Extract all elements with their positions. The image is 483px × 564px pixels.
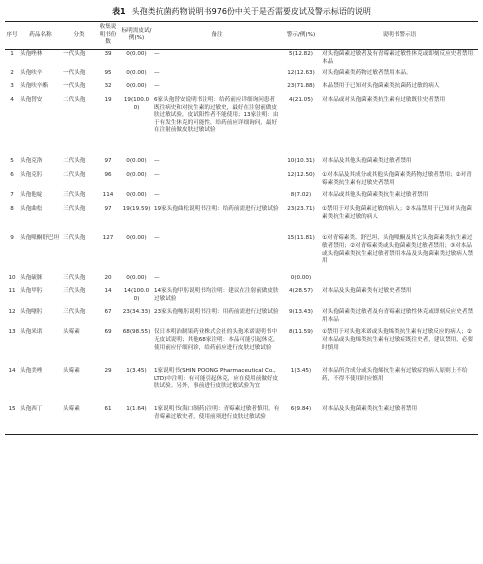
cell-no: 13 <box>8 329 16 336</box>
cell-drug-name: 头孢美唑 <box>20 367 43 374</box>
cell-count: 96 <box>104 171 112 178</box>
cell-count: 20 <box>104 274 112 281</box>
table-row <box>5 405 478 435</box>
cell-warning-text: 对本品所含成分或头孢烯抗生素有过敏症的病人原则上不给药，不得不使用时应慎用 <box>322 367 468 382</box>
cell-skin-test: 0(0.00) <box>126 192 147 199</box>
cell-no: 12 <box>8 308 16 315</box>
cell-remark: 1家说明书(海口制药)注明：青霉素过敏者慎用。有青霉素过敏史者，使用前须进行皮肤过敏试验 <box>154 406 280 421</box>
cell-warning: 5(12.82) <box>289 51 313 58</box>
table-row <box>5 234 478 274</box>
cell-count: 97 <box>104 158 112 165</box>
cell-skin-test: 23(34.33) <box>122 308 151 315</box>
cell-skin-test: 0(0.00) <box>126 235 147 242</box>
cell-count: 29 <box>104 367 112 374</box>
cell-remark: 19家头孢曲松说明书注明：给药前需进行过敏试验 <box>154 205 279 212</box>
cell-class: 一代头孢 <box>63 51 86 58</box>
cell-no: 3 <box>10 83 14 90</box>
cell-drug-name: 头孢哌酮舒巴坦 <box>20 235 60 242</box>
cell-class: 二代头孢 <box>63 96 86 103</box>
drug-label-table <box>5 21 478 435</box>
cell-warning: 10(10.31) <box>287 158 315 165</box>
cell-class: 二代头孢 <box>63 158 86 165</box>
header-class: 分类 <box>73 31 85 38</box>
cell-no: 5 <box>10 158 14 165</box>
cell-warning: 9(13.43) <box>289 308 313 315</box>
cell-warning-text: 本品禁用于已知对头孢菌素类抗菌药过敏的病人 <box>322 83 440 90</box>
header-warning: 警示/例(%) <box>286 31 316 38</box>
cell-remark: 23家头孢噻肟说明书注明：用药前需进行过敏试验 <box>154 308 279 315</box>
cell-class: 三代头孢 <box>63 205 86 212</box>
table-row <box>5 95 478 157</box>
cell-skin-test: 0(0.00) <box>126 69 147 76</box>
cell-remark: — <box>154 69 160 76</box>
cell-count: 114 <box>102 192 114 199</box>
cell-warning-text: 对本品及头孢菌素类有过敏史者禁用 <box>322 288 412 295</box>
cell-count: 32 <box>104 83 112 90</box>
header-skin-test: 标明需皮试/例(%) <box>121 27 152 42</box>
cell-drug-name: 头孢克洛 <box>20 158 43 165</box>
cell-warning-text: ①对本品及其成分或其他头孢菌素类药物过敏者禁用；②对青霉素类抗生素有过敏史者禁用 <box>322 171 472 186</box>
cell-remark: — <box>154 235 160 242</box>
cell-drug-name: 头孢呋辛 <box>20 69 43 76</box>
cell-drug-name: 头孢甲肟 <box>20 288 43 295</box>
cell-warning: 6(9.84) <box>290 406 312 413</box>
table-row <box>5 170 478 191</box>
cell-count: 39 <box>104 51 112 58</box>
table-row <box>5 366 478 405</box>
header-count: 收集说明书份数 <box>99 24 117 46</box>
cell-class: 头霉素 <box>63 406 80 413</box>
cell-warning: 8(7.02) <box>290 192 312 199</box>
cell-warning: 8(11.59) <box>289 329 313 336</box>
cell-class: 二代头孢 <box>63 171 86 178</box>
cell-warning-text: 对本品或对头孢菌素类抗生素有过敏既往史者禁用 <box>322 96 446 103</box>
cell-remark: — <box>154 158 160 165</box>
cell-warning-text: 对本品或其他头孢菌素类抗生素过敏者禁用 <box>322 192 429 199</box>
cell-no: 2 <box>10 69 14 76</box>
cell-skin-test: 19(19.59) <box>122 205 151 212</box>
table-row <box>5 273 478 287</box>
cell-skin-test: 68(98.55) <box>122 329 151 336</box>
cell-drug-name: 头孢西丁 <box>20 406 43 413</box>
cell-no: 8 <box>10 205 14 212</box>
cell-no: 1 <box>10 51 14 58</box>
cell-skin-test: 1(1.64) <box>126 406 147 413</box>
cell-drug-name: 头孢呋辛酯 <box>20 83 48 90</box>
cell-remark: — <box>154 51 160 58</box>
cell-warning: 0(0.00) <box>290 274 312 281</box>
table-row <box>5 68 478 82</box>
cell-no: 7 <box>10 192 14 199</box>
cell-class: 三代头孢 <box>63 235 86 242</box>
cell-no: 9 <box>10 235 14 242</box>
cell-no: 10 <box>8 274 16 281</box>
cell-drug-name: 头孢噻肟 <box>20 308 43 315</box>
cell-skin-test: 14(100.00) <box>123 288 150 303</box>
header-warning-text: 说明书警示语 <box>382 31 417 38</box>
table-caption <box>5 6 478 18</box>
table-row <box>5 204 478 234</box>
cell-no: 11 <box>8 288 16 295</box>
cell-count: 14 <box>104 288 112 295</box>
cell-remark: 6家头孢替安说明书注明：给药前应详细询问患者既往病史和对抗生素的过敏史，最好在注射前做皮肤过敏试验，皮试阳性者不能使用；13家注明：由于有发生休克的可能性，给药前应详细询问，最好在注射前做皮肤过敏试验 <box>154 96 279 134</box>
header-drug-name: 药品名称 <box>29 31 52 38</box>
cell-class: 三代头孢 <box>63 308 86 315</box>
cell-drug-name: 头孢曲松 <box>20 205 43 212</box>
cell-warning-text: 对本品及头孢菌素类抗生素过敏者禁用 <box>322 406 418 413</box>
table-row <box>5 157 478 171</box>
cell-class: 三代头孢 <box>63 288 86 295</box>
cell-skin-test: 0(0.00) <box>126 83 147 90</box>
cell-remark: — <box>154 83 160 90</box>
table-row <box>5 82 478 96</box>
cell-class: 头霉素 <box>63 329 80 336</box>
cell-no: 6 <box>10 171 14 178</box>
cell-remark: 仅日本明治制果药业株式会社的头孢米诺说明书中无皮试说明；其他68家注明：本品可能引起休克，使用前应仔细问诊，给药前应进行皮肤过敏试验 <box>154 329 279 351</box>
cell-skin-test: 19(100.00) <box>123 96 150 111</box>
cell-drug-name: 头孢替安 <box>20 96 43 103</box>
cell-skin-test: 1(3.45) <box>126 367 147 374</box>
cell-class: 一代头孢 <box>63 83 86 90</box>
table-header-row <box>5 22 478 50</box>
cell-count: 95 <box>104 69 112 76</box>
cell-warning-text: 对头孢菌素类过敏者及有青霉素过敏性休克或即刻反应史者禁用本品 <box>322 308 474 323</box>
table-row <box>5 328 478 367</box>
table-row <box>5 307 478 328</box>
cell-count: 69 <box>104 329 112 336</box>
cell-warning-text: ①禁用于对头孢米诺或头孢烯类抗生素有过敏反应的病人；②对本品或头孢烯类抗生素有过敏症既往史者，建议禁用，必要时慎用 <box>322 329 474 351</box>
cell-class: 一代头孢 <box>63 69 86 76</box>
header-no: 序号 <box>6 31 18 38</box>
table-number: 表1 <box>112 7 126 16</box>
cell-drug-name: 头孢克肟 <box>20 171 43 178</box>
cell-remark: — <box>154 192 160 199</box>
cell-skin-test: 0(0.00) <box>126 171 147 178</box>
cell-warning-text: ①禁用于对头孢菌素过敏的病人；②本品禁用于已知对头孢菌素类抗生素过敏的病人 <box>322 205 472 220</box>
cell-remark: — <box>154 274 160 281</box>
cell-warning-text: 对本品及其他头孢菌素类过敏者禁用 <box>322 158 412 165</box>
cell-warning: 15(11.81) <box>287 235 315 242</box>
table-body <box>5 49 478 435</box>
cell-no: 14 <box>8 367 16 374</box>
table-row <box>5 191 478 205</box>
cell-class: 三代头孢 <box>63 274 86 281</box>
cell-drug-name: 头孢米诺 <box>20 329 43 336</box>
cell-drug-name: 头孢他啶 <box>20 192 43 199</box>
cell-warning-text <box>321 273 478 287</box>
cell-warning: 4(21.05) <box>289 96 313 103</box>
cell-remark: — <box>154 171 160 178</box>
cell-count: 61 <box>104 406 112 413</box>
table-row <box>5 287 478 308</box>
cell-warning: 23(23.71) <box>287 205 315 212</box>
cell-warning: 12(12.50) <box>287 171 315 178</box>
cell-skin-test: 0(0.00) <box>126 274 147 281</box>
cell-remark: 14家头孢甲肟说明书均注明：建议在注射前做皮肤过敏试验 <box>154 288 279 303</box>
cell-warning: 12(12.63) <box>287 69 315 76</box>
cell-drug-name: 头孢唑林 <box>20 51 43 58</box>
cell-warning-text: 对头孢菌素过敏者及有青霉素过敏性休克或即刻反应史者禁用本品 <box>322 51 474 65</box>
cell-warning: 23(71.88) <box>287 83 315 90</box>
table-row <box>5 49 478 68</box>
table-title: 头孢类抗菌药物说明书976份中关于是否需要皮试及警示标语的说明 <box>131 7 371 16</box>
cell-class: 头霉素 <box>63 367 80 374</box>
cell-skin-test: 0(0.00) <box>126 51 147 58</box>
cell-no: 15 <box>8 406 16 413</box>
cell-no: 4 <box>10 96 14 103</box>
cell-warning-text: 对头孢菌素类药物过敏者禁用本品。 <box>322 69 412 76</box>
cell-skin-test: 0(0.00) <box>126 158 147 165</box>
cell-warning: 4(28.57) <box>289 288 313 295</box>
cell-count: 19 <box>104 96 112 103</box>
cell-drug-name: 头孢硫脒 <box>20 274 43 281</box>
cell-class: 三代头孢 <box>63 192 86 199</box>
header-remark: 备注 <box>211 31 223 38</box>
cell-warning-text: ①对青霉素类、舒巴坦、头孢哌酮及其它头孢菌素类抗生素过敏者禁用；②对青霉素类或头孢菌素类过敏者禁用；③对本品或头孢菌素类抗生素过敏者禁用本品及头孢菌素类过敏病人禁用 <box>322 235 474 265</box>
cell-count: 97 <box>104 205 112 212</box>
cell-warning: 1(3.45) <box>290 367 312 374</box>
cell-count: 127 <box>102 235 114 242</box>
cell-count: 67 <box>104 308 112 315</box>
cell-remark: 1家说明书(SHIN POONG Pharmaceutical Co., LTD)中注明：有可能引起休克，应在使用前做好皮肤试验。另外，事前进行皮肤过敏试验为宜 <box>154 367 279 390</box>
